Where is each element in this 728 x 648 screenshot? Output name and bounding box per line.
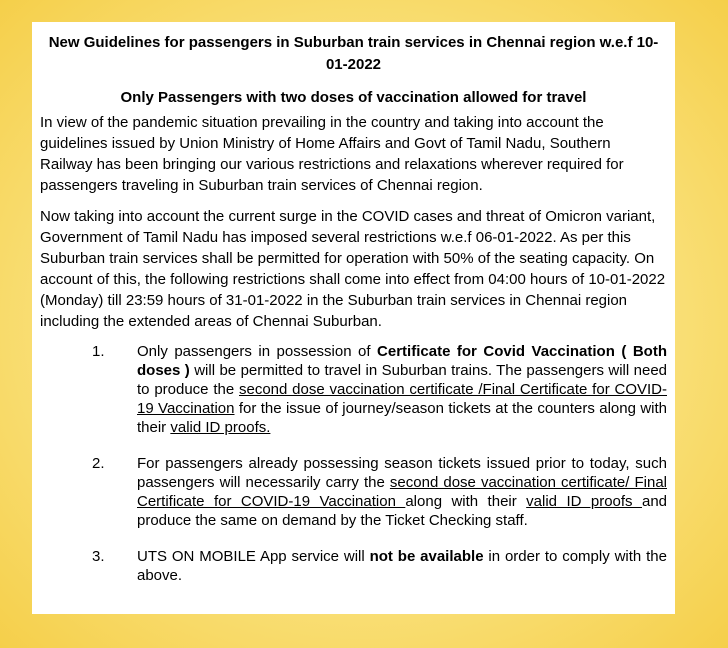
item-text: along with their <box>405 493 527 510</box>
item-underlined-text: valid ID proofs <box>526 493 642 510</box>
restrictions-paragraph: Now taking into account the current surge in the COVID cases and threat of Omicron variant, Government of Tamil Nadu has imposed several restrictions w.e.f 06-01-2022. As per this Suburban train services shall be permitted for operation with 50% of the seating capacity. On account of this, the following restrictions shall come into effect from 04:00 hours of 10-01-2022 (Monday) till 23:59 hours of 31-01-2022 in the Suburban train services in Chennai region including the extended areas of Chennai Suburban. <box>40 208 666 330</box>
item-text: and produce the same on demand by the Ticket Checking staff. <box>137 493 668 529</box>
document-title: New Guidelines for passengers in Suburban train services in Chennai region w.e.f 10-01-2022 <box>48 34 659 73</box>
item-underlined-text: second dose vaccination certificate /Final Certificate for COVID-19 Vaccination <box>137 381 667 417</box>
item-text: For passengers already possessing season tickets issued prior to today, such passengers will necessarily carry the <box>137 455 667 491</box>
list-item-number: 3. <box>92 548 105 565</box>
item-text: will be permitted to travel in Suburban trains. The passengers will need to produce the <box>137 362 668 398</box>
item-text: for the issue of journey/season tickets at the counters along with their <box>137 400 667 436</box>
item-text: Only passengers in possession of <box>137 343 378 360</box>
list-item <box>40 342 667 437</box>
list-item <box>40 454 667 530</box>
item-underlined-text: second dose vaccination certificate/ Final Certificate for COVID-19 Vaccination <box>137 474 667 510</box>
list-item-number: 1. <box>92 343 105 360</box>
item-underlined-text: valid ID proofs. <box>170 419 271 436</box>
item-text: UTS ON MOBILE App service will <box>137 548 370 565</box>
list-item-number: 2. <box>92 455 105 472</box>
list-item <box>40 547 667 585</box>
document-subtitle: Only Passengers with two doses of vaccination allowed for travel <box>120 89 587 106</box>
document-page <box>32 22 675 614</box>
item-bold-text: Certificate for Covid Vaccination ( Both doses ) <box>137 343 667 379</box>
item-text: in order to comply with the above. <box>137 548 667 584</box>
guidelines-list <box>40 342 667 585</box>
intro-paragraph: In view of the pandemic situation prevailing in the country and taking into account the guidelines issued by Union Ministry of Home Affairs and Govt of Tamil Nadu, Southern Railway has been bringing our various restrictions and relaxations wherever required for passengers traveling in Suburban train services of Chennai region. <box>40 114 624 194</box>
item-bold-text: not be available <box>369 548 484 565</box>
